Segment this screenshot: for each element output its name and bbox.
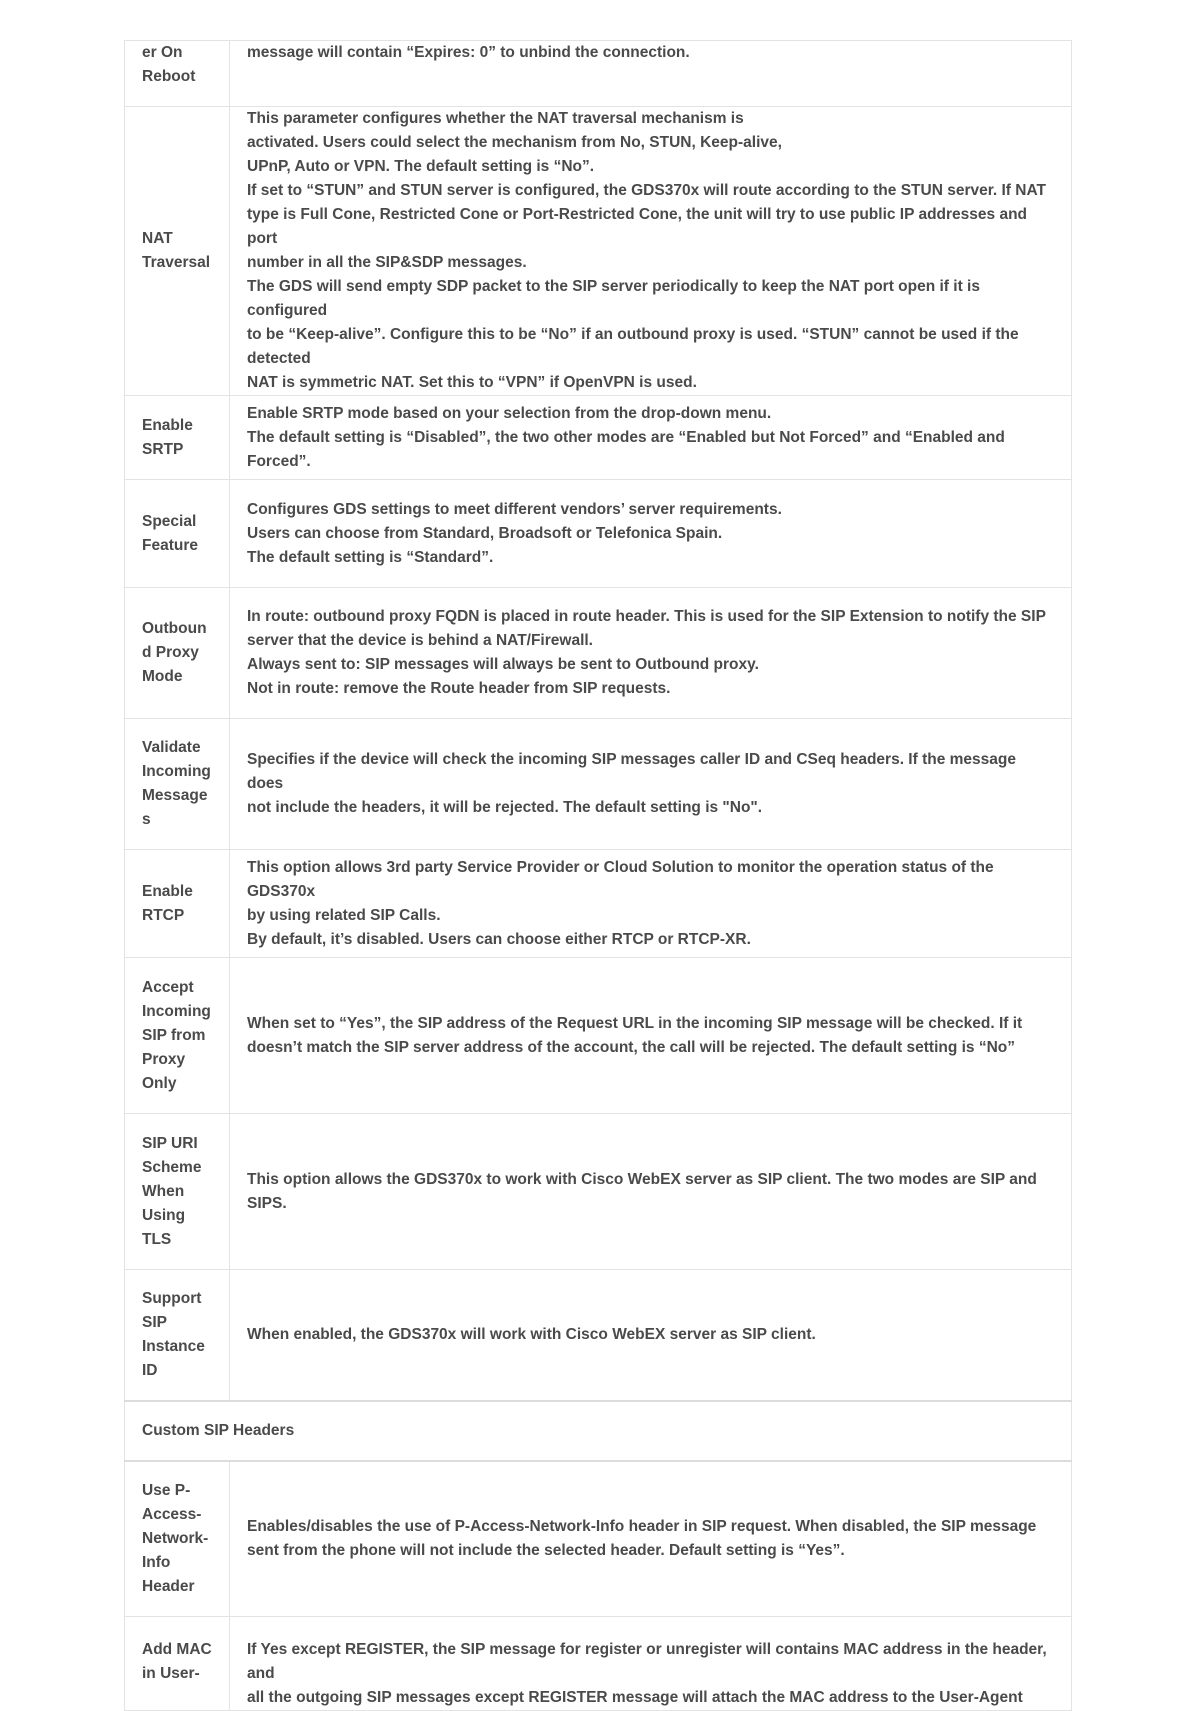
parameter-description: When enabled, the GDS370x will work with Cisco WebEX server as SIP client.: [230, 1270, 1072, 1401]
parameter-description: message will contain “Expires: 0” to unbind the connection.: [230, 41, 1072, 107]
table-row: [125, 41, 1072, 107]
parameter-name: Support SIP Instance ID: [125, 1270, 230, 1401]
table-row: [125, 480, 1072, 588]
table-row: [125, 1617, 1072, 1711]
parameter-name: Outboun d Proxy Mode: [125, 588, 230, 719]
parameter-description: In route: outbound proxy FQDN is placed in route header. This is used for the SIP Extension to notify the SIP server that the device is behind a NAT/Firewall. Always sent to: SIP messages will always be sent to Outbound proxy. Not in route: remove the Route header from SIP requests.: [230, 588, 1072, 719]
table-row: [125, 107, 1072, 396]
parameter-description: This option allows the GDS370x to work with Cisco WebEX server as SIP client. The two modes are SIP and SIPS.: [230, 1114, 1072, 1270]
parameter-name: Use P- Access- Network- Info Header: [125, 1461, 230, 1617]
section-header-row: [125, 1401, 1072, 1461]
table-row: [125, 396, 1072, 480]
table-row: [125, 719, 1072, 850]
parameter-name: Add MAC in User-: [125, 1617, 230, 1711]
parameter-name: Validate Incoming Message s: [125, 719, 230, 850]
parameter-name: Enable SRTP: [125, 396, 230, 480]
parameter-description: This parameter configures whether the NAT traversal mechanism is activated. Users could select the mechanism from No, STUN, Keep-alive, UPnP, Auto or VPN. The default setting is “No”. If set to “STUN” and STUN server is configured, the GDS370x will route according to the STUN server. If NAT type is Full Cone, Restricted Cone or Port-Restricted Cone, the unit will try to use public IP addresses and port number in all the SIP&SDP messages. The GDS will send empty SDP packet to the SIP server periodically to keep the NAT port open if it is configured to be “Keep-alive”. Configure this to be “No” if an outbound proxy is used. “STUN” cannot be used if the detected NAT is symmetric NAT. Set this to “VPN” if OpenVPN is used.: [230, 107, 1072, 396]
parameter-description: Specifies if the device will check the incoming SIP messages caller ID and CSeq headers. If the message does not include the headers, it will be rejected. The default setting is "No".: [230, 719, 1072, 850]
parameter-name: SIP URI Scheme When Using TLS: [125, 1114, 230, 1270]
parameter-description: Enable SRTP mode based on your selection from the drop-down menu. The default setting is “Disabled”, the two other modes are “Enabled but Not Forced” and “Enabled and Forced”.: [230, 396, 1072, 480]
table-row: [125, 588, 1072, 719]
section-header: Custom SIP Headers: [125, 1401, 1072, 1461]
parameter-description: Configures GDS settings to meet different vendors’ server requirements. Users can choose from Standard, Broadsoft or Telefonica Spain. The default setting is “Standard”.: [230, 480, 1072, 588]
table-row: [125, 1461, 1072, 1617]
parameter-name: er On Reboot: [125, 41, 230, 107]
parameter-name: Special Feature: [125, 480, 230, 588]
table-row: [125, 850, 1072, 958]
parameters-table: [124, 40, 1072, 1711]
parameter-name: NAT Traversal: [125, 107, 230, 396]
table-row: [125, 1270, 1072, 1401]
table-row: [125, 958, 1072, 1114]
parameter-name: Accept Incoming SIP from Proxy Only: [125, 958, 230, 1114]
parameter-description: If Yes except REGISTER, the SIP message for register or unregister will contains MAC address in the header, and all the outgoing SIP messages except REGISTER message will attach the MAC address to the User-Agent: [230, 1617, 1072, 1711]
parameter-name: Enable RTCP: [125, 850, 230, 958]
parameter-description: When set to “Yes”, the SIP address of the Request URL in the incoming SIP message will be checked. If it doesn’t match the SIP server address of the account, the call will be rejected. The default setting is “No”: [230, 958, 1072, 1114]
parameter-description: Enables/disables the use of P-Access-Network-Info header in SIP request. When disabled, the SIP message sent from the phone will not include the selected header. Default setting is “Yes”.: [230, 1461, 1072, 1617]
table-row: [125, 1114, 1072, 1270]
parameter-description: This option allows 3rd party Service Provider or Cloud Solution to monitor the operation status of the GDS370x by using related SIP Calls. By default, it’s disabled. Users can choose either RTCP or RTCP-XR.: [230, 850, 1072, 958]
